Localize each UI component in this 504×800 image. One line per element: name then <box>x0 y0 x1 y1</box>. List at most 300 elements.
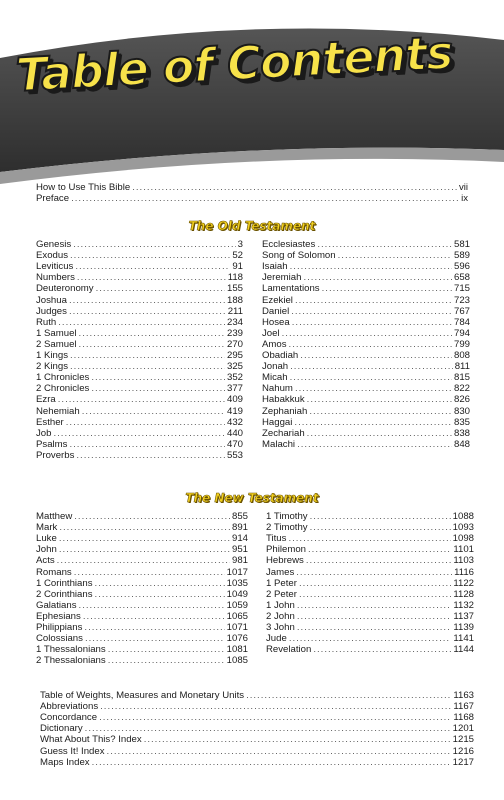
entry-page-number: 234 <box>226 316 243 328</box>
entry-page-number: 1116 <box>454 566 474 578</box>
toc-entry <box>262 428 470 439</box>
entry-page-number: 1217 <box>452 756 474 768</box>
entry-title: 1 Timothy <box>266 511 308 522</box>
entry-title: Zephaniah <box>262 405 308 417</box>
toc-entry <box>262 350 470 361</box>
entry-page-number: 377 <box>226 383 243 395</box>
entry-title: Psalms <box>36 438 68 450</box>
entry-page-number: 1141 <box>453 633 474 645</box>
dot-leader <box>70 350 225 361</box>
entry-title: 2 Timothy <box>266 522 308 534</box>
entry-page-number: 1065 <box>226 610 248 622</box>
dot-leader <box>95 589 225 600</box>
toc-entry <box>266 567 474 578</box>
entry-title: Dictionary <box>40 723 83 735</box>
toc-entry <box>40 757 474 768</box>
toc-entry <box>36 193 468 204</box>
entry-title: Habakkuk <box>262 394 305 406</box>
entry-page-number: 723 <box>453 294 470 306</box>
toc-entry <box>266 611 474 622</box>
toc-entry <box>36 589 248 600</box>
dot-leader <box>58 317 225 328</box>
entry-title: 2 John <box>266 610 295 622</box>
entry-page-number: 470 <box>226 438 243 450</box>
entry-page-number: 239 <box>226 327 243 339</box>
entry-title: Zechariah <box>262 427 305 439</box>
entry-page-number: 1088 <box>452 511 474 522</box>
dot-leader <box>92 757 451 768</box>
entry-page-number: 794 <box>453 327 470 339</box>
dot-leader <box>310 511 451 522</box>
dot-leader <box>91 383 225 394</box>
entry-title: 3 John <box>266 622 295 633</box>
entry-title: Daniel <box>262 305 290 317</box>
entry-page-number: 432 <box>226 416 243 428</box>
entry-page-number: 409 <box>226 394 243 406</box>
entry-page-number: 1122 <box>453 577 474 589</box>
entry-page-number: 581 <box>453 239 470 250</box>
entry-page-number: 1132 <box>453 599 474 611</box>
entry-page-number: 658 <box>453 272 470 284</box>
dot-leader <box>79 600 225 611</box>
entry-page-number: 211 <box>227 305 243 317</box>
entry-page-number: 855 <box>231 511 248 522</box>
toc-entry <box>36 533 248 544</box>
toc-entry <box>36 328 243 339</box>
entry-page-number: 91 <box>232 261 243 273</box>
entry-title: Matthew <box>36 511 73 522</box>
toc-entry <box>36 383 243 394</box>
entry-page-number: 1098 <box>452 533 474 545</box>
entry-page-number: 784 <box>453 316 470 328</box>
dot-leader <box>99 712 451 723</box>
entry-page-number: 1215 <box>452 734 474 746</box>
dot-leader <box>144 734 451 745</box>
entry-page-number: 589 <box>453 250 470 262</box>
entry-title: Ezekiel <box>262 294 293 306</box>
entry-page-number: 188 <box>226 294 243 306</box>
dot-leader <box>57 555 230 566</box>
section-heading: The Old Testament <box>188 219 316 233</box>
toc-entry <box>36 600 248 611</box>
toc-entry <box>262 261 470 272</box>
toc-entry <box>262 417 470 428</box>
dot-leader <box>297 600 452 611</box>
dot-leader <box>73 239 235 250</box>
entry-page-number: 1139 <box>453 622 474 633</box>
dot-leader <box>95 578 225 589</box>
dot-leader <box>82 406 225 417</box>
entry-title: Philippians <box>36 622 83 633</box>
entry-page-number: 1071 <box>226 622 248 633</box>
entry-title: How to Use This Bible <box>36 182 131 193</box>
entry-title: Guess It! Index <box>40 745 105 757</box>
toc-entry <box>262 383 470 394</box>
entry-title: Haggai <box>262 416 293 428</box>
entry-page-number: 826 <box>453 394 470 406</box>
entry-title: 2 Kings <box>36 361 68 373</box>
entry-title: Joel <box>262 327 280 339</box>
entry-page-number: 1049 <box>226 588 248 600</box>
toc-entry <box>40 712 474 723</box>
entry-page-number: 118 <box>227 272 243 284</box>
toc-entry <box>262 317 470 328</box>
entry-title: 2 Thessalonians <box>36 655 106 667</box>
toc-entry <box>36 295 243 306</box>
toc-entry <box>266 622 474 633</box>
toc-entry <box>262 439 470 450</box>
dot-leader <box>290 261 452 272</box>
toc-entry <box>36 567 248 578</box>
entry-title: Job <box>36 427 52 439</box>
entry-title: Isaiah <box>262 261 288 273</box>
toc-entry <box>36 250 243 261</box>
entry-page-number: 155 <box>226 283 243 295</box>
dot-leader <box>310 522 451 533</box>
entry-page-number: 52 <box>232 250 243 262</box>
toc-entry <box>266 600 474 611</box>
toc-entry <box>36 406 243 417</box>
toc-entry <box>36 261 243 272</box>
entry-page-number: 914 <box>231 533 248 545</box>
toc-entry <box>36 439 243 450</box>
dot-leader <box>74 567 225 578</box>
entry-title: Ecclesiastes <box>262 239 316 250</box>
toc-entry <box>262 361 470 372</box>
dot-leader <box>282 328 452 339</box>
entry-page-number: 440 <box>226 427 243 439</box>
dot-leader <box>59 522 230 533</box>
entry-page-number: 1201 <box>452 723 474 735</box>
toc-entry <box>36 611 248 622</box>
entry-title: Revelation <box>266 644 312 656</box>
entry-title: 2 Corinthians <box>36 588 93 600</box>
entry-page-number: 1128 <box>453 588 474 600</box>
entry-page-number: 848 <box>453 438 470 450</box>
entry-title: Philemon <box>266 544 306 556</box>
toc-entry <box>36 283 243 294</box>
entry-page-number: 767 <box>453 305 470 317</box>
toc-entry <box>36 428 243 439</box>
entry-title: Deuteronomy <box>36 283 94 295</box>
dot-leader <box>132 182 457 193</box>
entry-page-number: 799 <box>453 338 470 350</box>
entry-page-number: 3 <box>237 239 243 250</box>
dot-leader <box>59 544 230 555</box>
entry-page-number: 1167 <box>453 701 474 713</box>
dot-leader <box>58 394 225 405</box>
toc-entry <box>262 272 470 283</box>
toc-entry <box>266 511 474 522</box>
entry-page-number: 1168 <box>453 712 474 724</box>
dot-leader <box>299 589 451 600</box>
dot-leader <box>303 272 452 283</box>
entry-page-number: 419 <box>226 405 243 417</box>
dot-leader <box>295 295 452 306</box>
dot-leader <box>91 372 225 383</box>
dot-leader <box>309 406 452 417</box>
entry-page-number: 1144 <box>453 644 474 656</box>
toc-entry <box>266 544 474 555</box>
entry-title: Leviticus <box>36 261 74 273</box>
entry-title: Jude <box>266 633 287 645</box>
entry-title: Ephesians <box>36 610 81 622</box>
toc-entry <box>36 644 248 655</box>
toc-entry <box>36 317 243 328</box>
entry-page-number: 596 <box>453 261 470 273</box>
entry-title: Ezra <box>36 394 56 406</box>
entry-page-number: 808 <box>453 350 470 361</box>
dot-leader <box>77 272 226 283</box>
entry-page-number: vii <box>458 182 468 193</box>
entry-title: Nehemiah <box>36 405 80 417</box>
toc-entry <box>36 417 243 428</box>
entry-page-number: 1076 <box>226 633 248 645</box>
dot-leader <box>290 361 453 372</box>
toc-entry <box>36 633 248 644</box>
dot-leader <box>300 350 452 361</box>
entry-title: 2 Samuel <box>36 338 77 350</box>
toc-entry <box>266 589 474 600</box>
entry-title: 2 Chronicles <box>36 383 90 395</box>
entry-title: What About This? Index <box>40 734 142 746</box>
toc-entry <box>36 339 243 350</box>
entry-page-number: 951 <box>231 544 248 556</box>
toc-entry <box>266 644 474 655</box>
entry-title: Lamentations <box>262 283 320 295</box>
toc-entry <box>262 339 470 350</box>
entry-title: Obadiah <box>262 350 299 361</box>
entry-page-number: 1163 <box>453 690 474 701</box>
entry-page-number: 553 <box>226 449 243 461</box>
entry-title: Proverbs <box>36 449 75 461</box>
entry-page-number: 1035 <box>226 577 248 589</box>
toc-entry <box>40 746 474 757</box>
dot-leader <box>297 622 452 633</box>
entry-page-number: ix <box>461 193 468 205</box>
dot-leader <box>69 439 225 450</box>
entry-page-number: 325 <box>226 361 243 373</box>
entry-page-number: 1017 <box>226 566 248 578</box>
dot-leader <box>66 417 225 428</box>
toc-entry <box>40 723 474 734</box>
entry-title: Malachi <box>262 438 296 450</box>
entry-title: Exodus <box>36 250 68 262</box>
dot-leader <box>295 383 452 394</box>
toc-entry <box>262 239 470 250</box>
dot-leader <box>75 261 230 272</box>
dot-leader <box>290 372 452 383</box>
dot-leader <box>85 633 225 644</box>
dot-leader <box>69 306 226 317</box>
entry-page-number: 891 <box>231 522 248 534</box>
toc-entry <box>36 655 248 666</box>
entry-page-number: 1103 <box>453 555 474 567</box>
toc-entry <box>262 372 470 383</box>
toc-entry <box>262 306 470 317</box>
entry-page-number: 1137 <box>453 610 474 622</box>
entry-page-number: 822 <box>453 383 470 395</box>
entry-title: Micah <box>262 372 288 384</box>
entry-title: 1 Kings <box>36 350 68 361</box>
entry-title: 1 Chronicles <box>36 372 90 384</box>
entry-page-number: 270 <box>226 338 243 350</box>
toc-entry <box>36 350 243 361</box>
dot-leader <box>79 339 225 350</box>
entry-title: Ruth <box>36 316 57 328</box>
dot-leader <box>108 655 225 666</box>
entry-title: 1 Peter <box>266 577 297 589</box>
entry-page-number: 811 <box>454 361 470 373</box>
dot-leader <box>100 701 451 712</box>
entry-title: Hebrews <box>266 555 304 567</box>
dot-leader <box>289 633 452 644</box>
dot-leader <box>84 622 224 633</box>
entry-title: Nahum <box>262 383 293 395</box>
entry-title: 2 Peter <box>266 588 297 600</box>
toc-entry <box>262 283 470 294</box>
dot-leader <box>306 555 452 566</box>
dot-leader <box>96 283 225 294</box>
toc-entry <box>36 511 248 522</box>
entry-title: Hosea <box>262 316 290 328</box>
entry-page-number: 835 <box>453 416 470 428</box>
dot-leader <box>70 361 225 372</box>
toc-entry <box>36 555 248 566</box>
toc-entry <box>36 272 243 283</box>
toc-entry <box>36 622 248 633</box>
entry-title: Abbreviations <box>40 701 99 713</box>
toc-entry <box>262 328 470 339</box>
entry-title: Table of Weights, Measures and Monetary Units <box>40 690 245 701</box>
toc-entry <box>36 361 243 372</box>
toc-entry <box>262 406 470 417</box>
entry-title: Concordance <box>40 712 98 724</box>
dot-leader <box>85 723 451 734</box>
toc-entry <box>36 522 248 533</box>
dot-leader <box>246 690 451 701</box>
entry-title: 1 Corinthians <box>36 577 93 589</box>
dot-leader <box>307 428 452 439</box>
dot-leader <box>79 328 225 339</box>
entry-title: Joshua <box>36 294 67 306</box>
dot-leader <box>307 394 452 405</box>
dot-leader <box>76 450 225 461</box>
entry-page-number: 1081 <box>226 644 248 656</box>
entry-title: James <box>266 566 295 578</box>
dot-leader <box>83 611 225 622</box>
dot-leader <box>308 544 451 555</box>
entry-title: Luke <box>36 533 57 545</box>
toc-entry <box>266 578 474 589</box>
toc-entry <box>40 690 474 701</box>
toc-entry <box>266 522 474 533</box>
entry-title: 1 Samuel <box>36 327 77 339</box>
dot-leader <box>297 611 452 622</box>
toc-entry <box>266 555 474 566</box>
entry-page-number: 1085 <box>226 655 248 667</box>
entry-title: Galatians <box>36 599 77 611</box>
dot-leader <box>71 193 459 204</box>
entry-title: Numbers <box>36 272 75 284</box>
entry-page-number: 715 <box>453 283 470 295</box>
entry-title: Esther <box>36 416 64 428</box>
entry-title: Romans <box>36 566 72 578</box>
entry-title: Preface <box>36 193 70 205</box>
toc-entry <box>36 544 248 555</box>
entry-title: John <box>36 544 57 556</box>
entry-title: Titus <box>266 533 287 545</box>
toc-entry <box>262 250 470 261</box>
dot-leader <box>313 644 451 655</box>
dot-leader <box>292 317 452 328</box>
dot-leader <box>288 533 450 544</box>
entry-title: Jonah <box>262 361 289 373</box>
dot-leader <box>70 250 230 261</box>
dot-leader <box>108 644 225 655</box>
toc-entry <box>36 578 248 589</box>
page-title: Table of Contents <box>14 25 454 102</box>
toc-entry <box>36 239 243 250</box>
entry-page-number: 815 <box>453 372 470 384</box>
dot-leader <box>322 283 452 294</box>
entry-page-number: 1101 <box>453 544 474 556</box>
entry-page-number: 981 <box>231 555 248 567</box>
entry-title: Colossians <box>36 633 83 645</box>
toc-entry <box>36 306 243 317</box>
entry-page-number: 352 <box>226 372 243 384</box>
entry-title: Song of Solomon <box>262 250 336 262</box>
entry-page-number: 1059 <box>226 599 248 611</box>
dot-leader <box>291 306 452 317</box>
dot-leader <box>297 439 452 450</box>
toc-entry <box>266 633 474 644</box>
toc-entry <box>40 734 474 745</box>
dot-leader <box>296 567 452 578</box>
toc-entry <box>36 372 243 383</box>
entry-title: Judges <box>36 305 67 317</box>
toc-entry <box>262 394 470 405</box>
toc-entry <box>36 182 468 193</box>
dot-leader <box>294 417 452 428</box>
dot-leader <box>59 533 230 544</box>
dot-leader <box>338 250 452 261</box>
entry-page-number: 1093 <box>452 522 474 534</box>
entry-title: Mark <box>36 522 58 534</box>
entry-title: 1 John <box>266 599 295 611</box>
dot-leader <box>53 428 225 439</box>
entry-page-number: 1216 <box>452 745 474 757</box>
toc-entry <box>36 450 243 461</box>
entry-title: Jeremiah <box>262 272 302 284</box>
entry-page-number: 295 <box>226 350 243 361</box>
dot-leader <box>289 339 452 350</box>
section-heading: The New Testament <box>185 491 319 505</box>
entry-page-number: 830 <box>453 405 470 417</box>
dot-leader <box>107 746 451 757</box>
entry-title: Amos <box>262 338 287 350</box>
toc-entry <box>262 295 470 306</box>
entry-title: Maps Index <box>40 756 90 768</box>
dot-leader <box>299 578 451 589</box>
entry-page-number: 838 <box>453 427 470 439</box>
entry-title: 1 Thessalonians <box>36 644 106 656</box>
dot-leader <box>74 511 230 522</box>
entry-title: Acts <box>36 555 55 567</box>
toc-entry <box>36 394 243 405</box>
toc-entry <box>40 701 474 712</box>
entry-title: Genesis <box>36 239 72 250</box>
